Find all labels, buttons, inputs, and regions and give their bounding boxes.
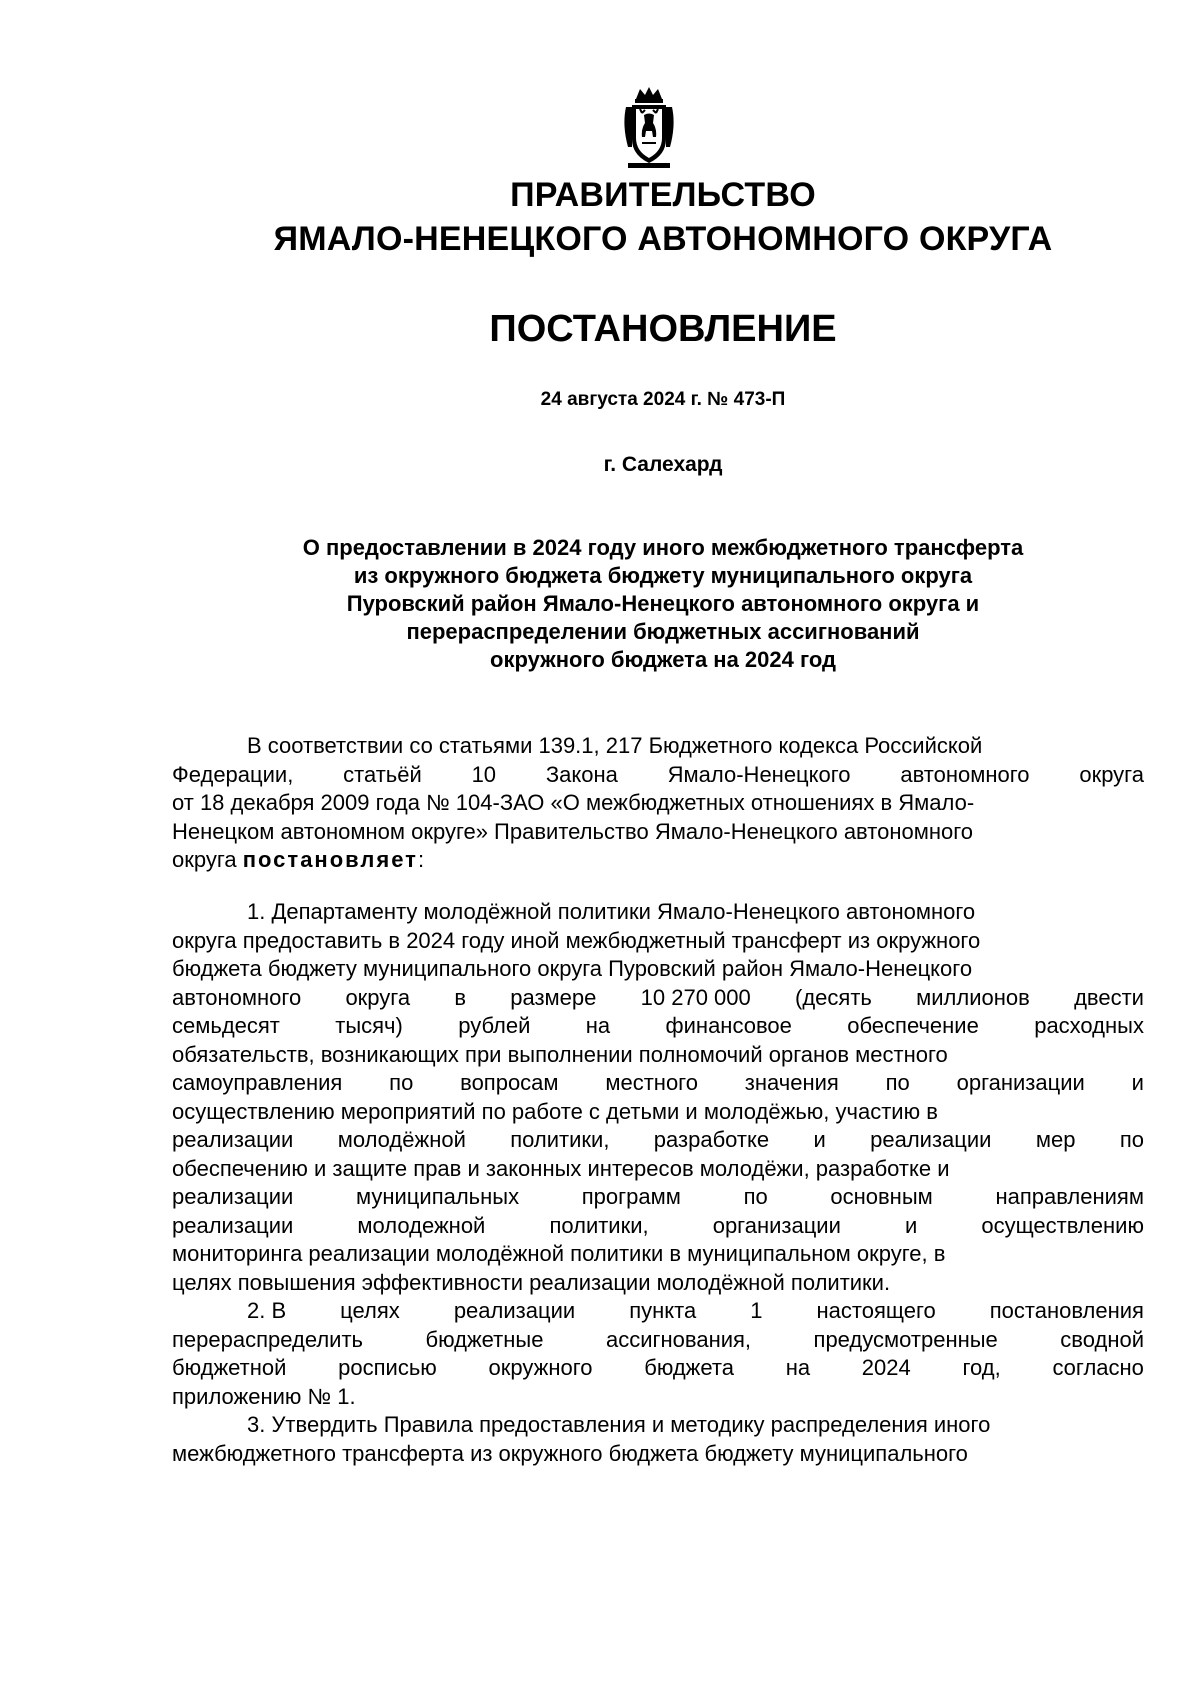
word: 2. В: [247, 1298, 287, 1323]
word: обеспечение: [847, 1013, 979, 1038]
word: и: [1131, 1070, 1144, 1095]
word: молодёжной: [337, 1127, 466, 1152]
word: 10 270 000: [640, 984, 751, 1010]
text-line: 1. Департаменту молодёжной политики Ямало-Ненецкого автономного: [247, 899, 976, 924]
word: основным: [830, 1184, 933, 1209]
word: статьёй: [343, 761, 422, 787]
word: росписью: [338, 1355, 437, 1380]
paragraph-2: [172, 1297, 1144, 1411]
word: 1: [750, 1298, 763, 1323]
subject-line: окружного бюджета на 2024 год: [490, 647, 836, 672]
word: 10: [471, 761, 497, 787]
text-line: обязательств, возникающих при выполнении полномочий органов местного: [172, 1041, 948, 1067]
word: год,: [962, 1355, 1001, 1380]
subject-line: из окружного бюджета бюджету муниципального округа: [353, 563, 973, 588]
justified-line: [172, 1326, 1144, 1355]
word: двести: [1074, 984, 1144, 1010]
document-subject: [0, 534, 1200, 674]
text-line: бюджета бюджету муниципального округа Пуровский район Ямало-Ненецкого: [172, 956, 973, 981]
preamble: [172, 732, 1144, 875]
text-line: осуществлению мероприятий по работе с детьми и молодёжью, участию в: [172, 1098, 938, 1124]
word: реализации: [870, 1127, 992, 1152]
word: самоуправления: [172, 1070, 343, 1095]
word: направлениям: [995, 1184, 1144, 1209]
text-line: целях повышения эффективности реализации молодёжной политики.: [172, 1269, 891, 1295]
word: согласно: [1052, 1355, 1144, 1380]
word: и: [813, 1127, 826, 1152]
justified-line: [172, 1069, 1144, 1098]
word: расходных: [1034, 1013, 1144, 1038]
word: округа: [1079, 761, 1144, 787]
word: автономного: [900, 761, 1030, 787]
word: Ямало-Ненецкого: [667, 761, 851, 787]
word: финансовое: [665, 1013, 792, 1038]
word: перераспределить: [172, 1326, 363, 1352]
word: местного: [605, 1070, 698, 1095]
justified-line: [172, 984, 1144, 1013]
word: на: [785, 1355, 811, 1380]
word: автономного: [172, 984, 302, 1010]
justified-line: [172, 1183, 1144, 1212]
word: реализации: [172, 1184, 294, 1209]
word: реализации: [453, 1298, 576, 1323]
city: г. Салехард: [603, 453, 723, 476]
subject-line: перераспределении бюджетных ассигнований: [406, 619, 920, 644]
word: организации: [956, 1070, 1085, 1095]
word: вопросам: [460, 1070, 559, 1095]
word: 2024: [861, 1355, 911, 1380]
word: молодежной: [357, 1212, 486, 1238]
word: по: [389, 1070, 414, 1095]
org-title-line1: ПРАВИТЕЛЬСТВО: [510, 176, 816, 214]
word: рублей: [458, 1013, 531, 1038]
date-number: 24 августа 2024 г. № 473-П: [540, 389, 786, 410]
word: разработке: [653, 1127, 770, 1152]
justified-line: [172, 1126, 1144, 1155]
justified-line: [172, 1297, 1144, 1326]
word: окружного: [488, 1355, 593, 1380]
word: политики,: [549, 1212, 649, 1238]
text-span: округа: [172, 847, 243, 872]
word: бюджетной: [172, 1355, 287, 1380]
subject-line: Пуровский район Ямало-Ненецкого автономного округа и: [346, 591, 980, 616]
org-title-line2: ЯМАЛО-НЕНЕЦКОГО АВТОНОМНОГО ОКРУГА: [273, 220, 1053, 258]
word: по: [885, 1070, 910, 1095]
word: бюджета: [644, 1355, 734, 1380]
paragraph-1: [172, 898, 1144, 1297]
word: в: [454, 984, 466, 1010]
word: Федерации,: [172, 761, 294, 787]
word: политики,: [510, 1127, 610, 1152]
text-line: обеспечению и защите прав и законных интересов молодёжи, разработке и: [172, 1155, 950, 1181]
word: и: [904, 1212, 918, 1238]
text-line: от 18 декабря 2009 года № 104-ЗАО «О межбюджетных отношениях в Ямало-: [172, 790, 975, 815]
text-line: В соответствии со статьями 139.1, 217 Бюджетного кодекса Российской: [247, 733, 983, 758]
word: на: [585, 1013, 611, 1038]
justified-line: [172, 1212, 1144, 1241]
word: реализации: [172, 1212, 294, 1238]
resolves-keyword: постановляет: [242, 847, 418, 872]
word: по: [743, 1184, 768, 1209]
text-span: :: [417, 847, 425, 872]
word: значения: [744, 1070, 839, 1095]
word: (десять: [795, 984, 872, 1010]
word: размере: [510, 984, 597, 1010]
word: организации: [712, 1212, 841, 1238]
text-line: [172, 846, 1144, 875]
text-line: приложению № 1.: [172, 1383, 356, 1409]
word: программ: [581, 1184, 681, 1209]
word: постановления: [989, 1298, 1144, 1323]
justified-line: [172, 1012, 1144, 1041]
word: округа: [345, 984, 411, 1010]
word: по: [1119, 1127, 1144, 1152]
word: настоящего: [816, 1298, 936, 1323]
word: пункта: [629, 1298, 697, 1323]
text-line: мониторинга реализации молодёжной политики в муниципальном округе, в: [172, 1241, 946, 1266]
word: мер: [1035, 1127, 1076, 1152]
justified-line: [172, 761, 1144, 790]
word: миллионов: [916, 984, 1030, 1010]
coat-of-arms-emblem-icon: [620, 85, 678, 171]
document-type: ПОСТАНОВЛЕНИЕ: [489, 308, 837, 350]
word: сводной: [1060, 1326, 1144, 1352]
word: осуществлению: [981, 1212, 1144, 1238]
justified-line: [172, 1354, 1144, 1383]
word: муниципальных: [356, 1184, 520, 1209]
word: семьдесят: [172, 1013, 280, 1038]
word: целях: [340, 1298, 400, 1323]
word: ассигнования,: [605, 1326, 752, 1352]
text-line: округа предоставить в 2024 году иной межбюджетный трансферт из окружного: [172, 927, 981, 953]
word: тысяч): [335, 1013, 403, 1038]
word: предусмотренные: [813, 1326, 998, 1352]
subject-line: О предоставлении в 2024 году иного межбюджетного трансферта: [302, 535, 1024, 560]
word: бюджетные: [425, 1326, 544, 1352]
word: реализации: [172, 1127, 294, 1152]
paragraph-3: [172, 1411, 1144, 1468]
text-line: Ненецком автономном округе» Правительство Ямало-Ненецкого автономного: [172, 818, 973, 844]
text-line: межбюджетного трансферта из окружного бюджета бюджету муниципального: [172, 1440, 968, 1466]
text-line: 3. Утвердить Правила предоставления и методику распределения иного: [247, 1412, 991, 1437]
word: Закона: [545, 761, 618, 787]
